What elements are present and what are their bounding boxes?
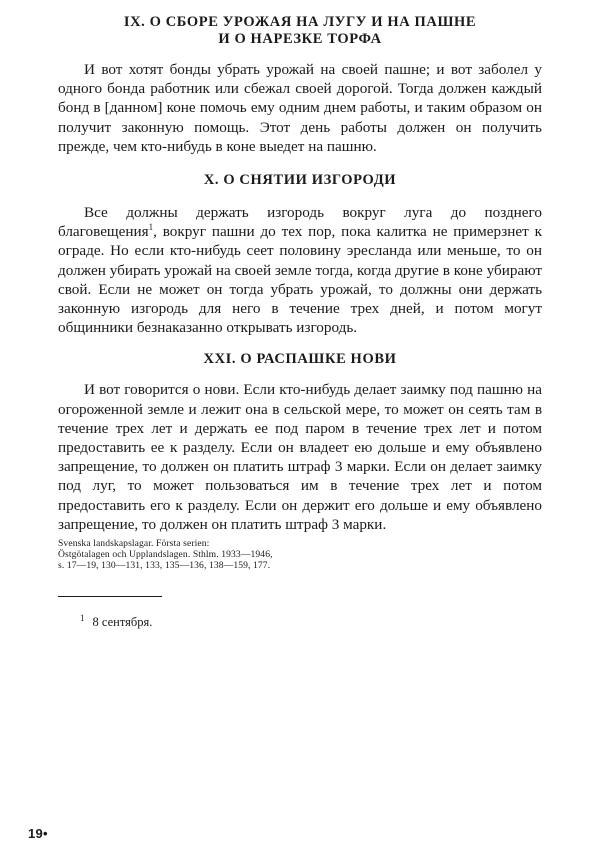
paragraph-text: Все должны держать изгородь вокруг луга до позднего благовещения bbox=[58, 204, 542, 241]
footnote-divider bbox=[58, 596, 162, 597]
source-line: Östgötalagen och Upplandslagen. Sthlm. 1933—1946, bbox=[58, 549, 273, 561]
source-line: Svenska landskapslagar. Första serien: bbox=[58, 538, 210, 550]
section-heading-ix bbox=[58, 14, 542, 48]
heading-line: И О НАРЕЗКЕ ТОРФА bbox=[218, 31, 382, 47]
paragraph-text: , вокруг пашни до тех пор, пока калитка не примерзнет к ограде. Но если кто-нибудь сеет половину эресланда или меньше, то он должен убирать урожай на своей земле тогда, когда другие в коне убирают свой. Если не может он тогда убрать урожай, то должны они держать законную изгородь для него в течение трех дней, и потом могут общинники безнаказанно открывать изгородь. bbox=[58, 223, 542, 337]
footnote-text: 8 сентября. bbox=[92, 615, 153, 630]
source-citation bbox=[58, 538, 542, 571]
heading-line: IX. О СБОРЕ УРОЖАЯ НА ЛУГУ И НА ПАШНЕ bbox=[123, 14, 477, 30]
paragraph-x bbox=[58, 203, 542, 337]
footnote bbox=[58, 612, 542, 630]
footnote-reference: 1 bbox=[148, 222, 154, 233]
footnote-mark: 1 bbox=[80, 612, 85, 623]
page-number: 19• bbox=[28, 826, 48, 841]
section-heading-x: X. О СНЯТИИ ИЗГОРОДИ bbox=[203, 172, 397, 189]
document-page bbox=[58, 12, 542, 630]
paragraph-xxi: И вот говорится о нови. Если кто-нибудь делает заимку под пашню на огороженной земле и лежит она в сельской мере, то может он сеять там в течение трех лет и держать ее под паром в течение трех лет и потом предоставить ее к разделу. Если он владеет ею дольше и ему объявлено запрещение, то должен он платить штраф 3 марки. Если он делает заимку под луг, то может пользоваться им в течение трех лет и потом предоставить его к разделу. Если он держит его дольше и ему объявлено запрещение, то должен он платить штраф 3 марки. bbox=[58, 381, 542, 533]
section-heading-xxi: XXI. О РАСПАШКЕ НОВИ bbox=[203, 351, 397, 368]
source-line: s. 17—19, 130—131, 133, 135—136, 138—159, 177. bbox=[58, 560, 271, 572]
paragraph-ix: И вот хотят бонды убрать урожай на своей пашне; и вот заболел у одного бонда работник или сбежал своей дорогой. Тогда должен каждый бонд в [данном] коне помочь ему одним днем работы, и таким образом он получит законную помощь. Этот день работы должен он получить прежде, чем кто-нибудь в коне выедет на пашню. bbox=[58, 61, 542, 155]
